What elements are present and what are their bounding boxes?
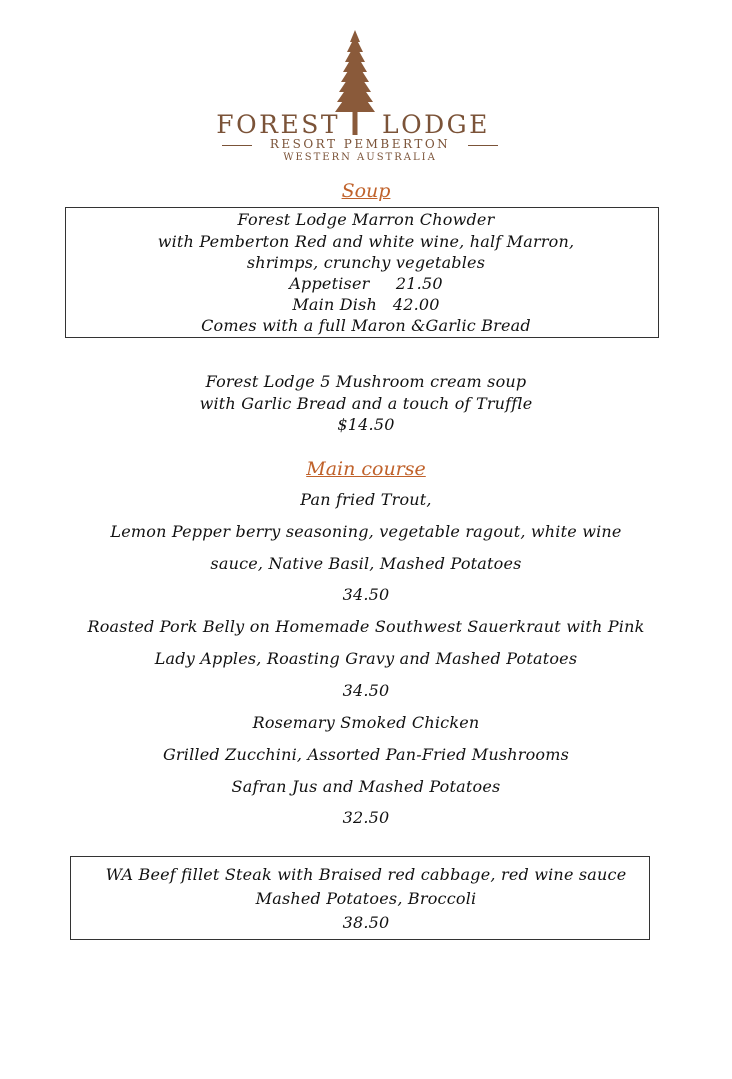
chowder-note: Comes with a full Maron &Garlic Bread — [201, 316, 531, 335]
trout-desc-2: sauce, Native Basil, Mashed Potatoes — [210, 554, 522, 573]
mushroom-soup-title: Forest Lodge 5 Mushroom cream soup — [205, 372, 527, 391]
steak-title: WA Beef fillet Steak with Braised red cabbage, red wine sauce — [105, 865, 627, 884]
chowder-desc-1: with Pemberton Red and white wine, half Marron, — [157, 232, 575, 251]
mushroom-soup-price: $14.50 — [337, 415, 395, 434]
chowder-price-appetiser: Appetiser 21.50 — [289, 274, 443, 293]
pork-belly-title: Roasted Pork Belly on Homemade Southwest Sauerkraut with Pink — [87, 617, 645, 636]
steak-desc: Mashed Potatoes, Broccoli — [255, 889, 477, 908]
logo-location: WESTERN AUSTRALIA — [283, 152, 437, 163]
chicken-desc-1: Grilled Zucchini, Assorted Pan-Fried Mushrooms — [162, 745, 570, 764]
logo-name-left: FOREST — [216, 110, 340, 139]
logo-subtitle: RESORT PEMBERTON — [269, 137, 451, 151]
chicken-price: 32.50 — [342, 808, 390, 827]
chicken-desc-2: Safran Jus and Mashed Potatoes — [231, 777, 501, 796]
chowder-desc-2: shrimps, crunchy vegetables — [246, 253, 486, 272]
chowder-title: Forest Lodge Marron Chowder — [237, 210, 495, 229]
chowder-price-main: Main Dish 42.00 — [292, 295, 440, 314]
trout-title: Pan fried Trout, — [300, 490, 432, 509]
steak-price: 38.50 — [342, 913, 390, 932]
pork-belly-desc: Lady Apples, Roasting Gravy and Mashed Potatoes — [154, 649, 578, 668]
forest-lodge-logo — [200, 30, 520, 166]
soup-heading: Soup — [341, 180, 391, 202]
mushroom-soup-desc: with Garlic Bread and a touch of Truffle — [199, 394, 533, 413]
main-course-heading: Main course — [306, 458, 426, 480]
pork-belly-price: 34.50 — [342, 681, 390, 700]
trout-price: 34.50 — [342, 585, 390, 604]
trout-desc-1: Lemon Pepper berry seasoning, vegetable ragout, white wine — [110, 522, 622, 541]
logo-name-right: LODGE — [382, 110, 490, 139]
chicken-title: Rosemary Smoked Chicken — [252, 713, 480, 732]
